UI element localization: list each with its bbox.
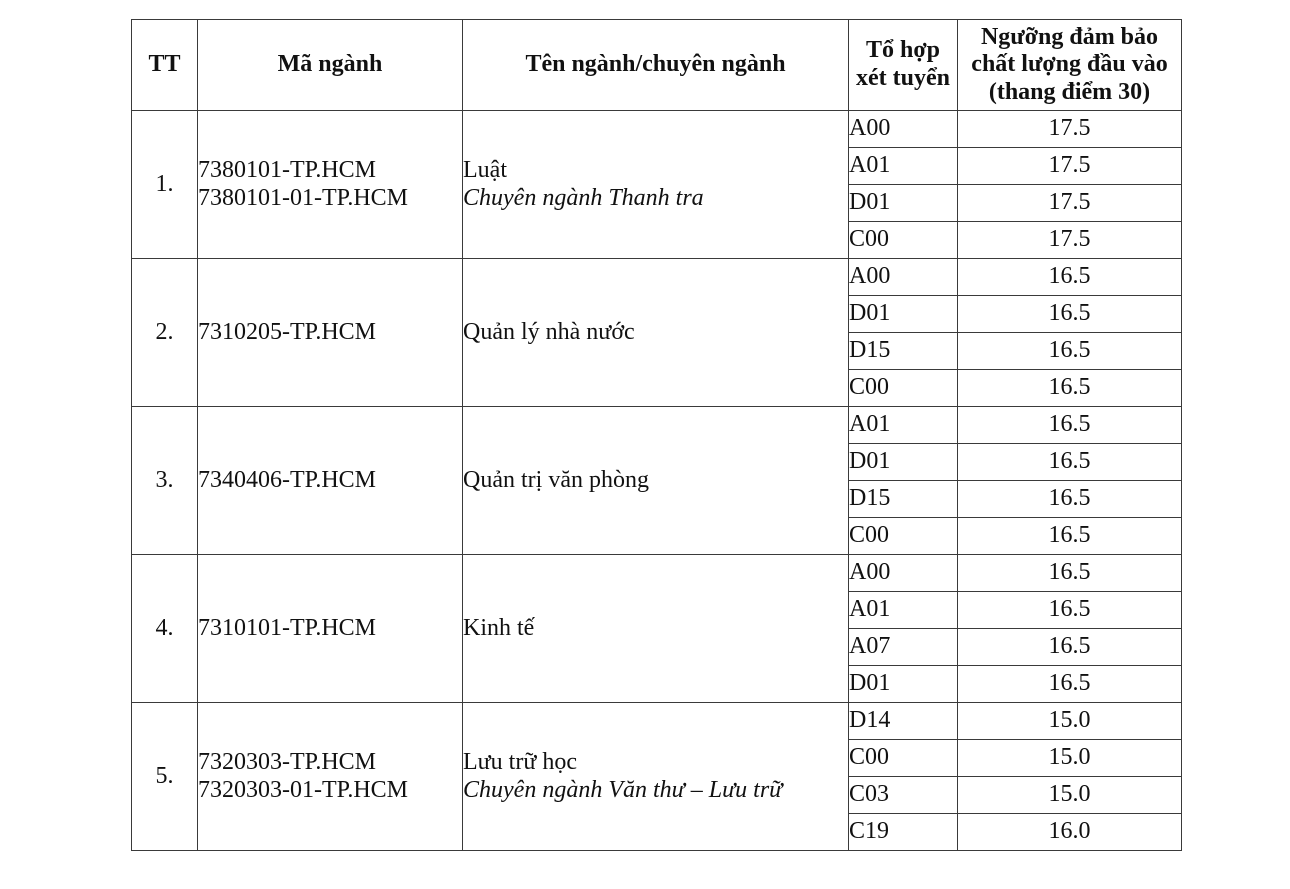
subject-combination: D15 — [849, 333, 958, 370]
specialization-line: Chuyên ngành Thanh tra — [463, 184, 704, 211]
specialization-line: Chuyên ngành Văn thư – Lưu trữ — [463, 776, 783, 803]
threshold-score: 15.0 — [958, 777, 1182, 814]
program-code — [198, 703, 463, 851]
subject-combination: D15 — [849, 481, 958, 518]
subject-combination: D01 — [849, 185, 958, 222]
header-program-code: Mã ngành — [198, 20, 463, 111]
row-number: 1. — [132, 111, 198, 259]
header-tt: TT — [132, 20, 198, 111]
header-quality-threshold — [958, 20, 1182, 111]
subject-combination: A01 — [849, 407, 958, 444]
threshold-score: 16.5 — [958, 444, 1182, 481]
program-code-line: 7310101-TP.HCM — [198, 614, 377, 641]
threshold-score: 16.5 — [958, 666, 1182, 703]
subject-combination: D14 — [849, 703, 958, 740]
threshold-score: 16.5 — [958, 592, 1182, 629]
program-code-line: 7340406-TP.HCM — [198, 466, 377, 493]
program-code — [198, 555, 463, 703]
header-threshold-line-1: Ngưỡng đảm bảo — [980, 23, 1159, 50]
program-code — [198, 259, 463, 407]
threshold-score: 16.5 — [958, 629, 1182, 666]
program-name — [463, 111, 849, 259]
header-subject-combination — [849, 20, 958, 111]
subject-combination: C00 — [849, 222, 958, 259]
row-number: 2. — [132, 259, 198, 407]
threshold-score: 16.5 — [958, 407, 1182, 444]
threshold-score: 17.5 — [958, 222, 1182, 259]
threshold-score: 16.5 — [958, 518, 1182, 555]
program-name — [463, 259, 849, 407]
row-number: 5. — [132, 703, 198, 851]
subject-combination: A00 — [849, 259, 958, 296]
threshold-score: 16.5 — [958, 296, 1182, 333]
subject-combination: C19 — [849, 814, 958, 851]
subject-combination: C00 — [849, 740, 958, 777]
program-name-line: Kinh tế — [463, 614, 535, 641]
table-row — [132, 111, 1182, 148]
program-name-line: Quản trị văn phòng — [463, 466, 649, 493]
threshold-score: 16.5 — [958, 555, 1182, 592]
program-code-line: 7380101-TP.HCM — [198, 156, 377, 183]
header-combo-line-1: Tổ hợp — [866, 37, 940, 64]
header-row — [132, 20, 1182, 111]
threshold-score: 17.5 — [958, 111, 1182, 148]
table-row — [132, 259, 1182, 296]
subject-combination: C00 — [849, 518, 958, 555]
header-program-name: Tên ngành/chuyên ngành — [463, 20, 849, 111]
threshold-score: 17.5 — [958, 148, 1182, 185]
table-row — [132, 555, 1182, 592]
table-row — [132, 703, 1182, 740]
threshold-score: 15.0 — [958, 740, 1182, 777]
threshold-score: 16.5 — [958, 259, 1182, 296]
program-name-line: Quản lý nhà nước — [463, 318, 635, 345]
subject-combination: D01 — [849, 666, 958, 703]
admission-threshold-table — [131, 19, 1182, 851]
threshold-score: 17.5 — [958, 185, 1182, 222]
threshold-score: 16.5 — [958, 481, 1182, 518]
program-code-line: 7310205-TP.HCM — [198, 318, 377, 345]
program-name — [463, 555, 849, 703]
row-number: 4. — [132, 555, 198, 703]
threshold-score: 16.5 — [958, 370, 1182, 407]
table-body — [132, 111, 1182, 851]
subject-combination: D01 — [849, 296, 958, 333]
table-row — [132, 407, 1182, 444]
program-name — [463, 703, 849, 851]
subject-combination: A01 — [849, 148, 958, 185]
program-code — [198, 407, 463, 555]
header-combo-line-2: xét tuyển — [856, 65, 950, 91]
subject-combination: A01 — [849, 592, 958, 629]
header-threshold-line-3: (thang điểm 30) — [988, 78, 1151, 105]
subject-combination: A00 — [849, 555, 958, 592]
program-code — [198, 111, 463, 259]
program-name-line: Lưu trữ học — [463, 748, 577, 775]
subject-combination: A07 — [849, 629, 958, 666]
threshold-score: 15.0 — [958, 703, 1182, 740]
subject-combination: C03 — [849, 777, 958, 814]
threshold-score: 16.5 — [958, 333, 1182, 370]
subject-combination: D01 — [849, 444, 958, 481]
subject-combination: C00 — [849, 370, 958, 407]
program-code-line: 7380101-01-TP.HCM — [198, 184, 409, 211]
row-number: 3. — [132, 407, 198, 555]
program-name-line: Luật — [463, 156, 507, 183]
threshold-score: 16.0 — [958, 814, 1182, 851]
program-code-line: 7320303-01-TP.HCM — [198, 776, 409, 803]
header-threshold-line-2: chất lượng đầu vào — [971, 51, 1168, 78]
program-name — [463, 407, 849, 555]
table-header — [132, 20, 1182, 111]
program-code-line: 7320303-TP.HCM — [198, 748, 377, 775]
subject-combination: A00 — [849, 111, 958, 148]
